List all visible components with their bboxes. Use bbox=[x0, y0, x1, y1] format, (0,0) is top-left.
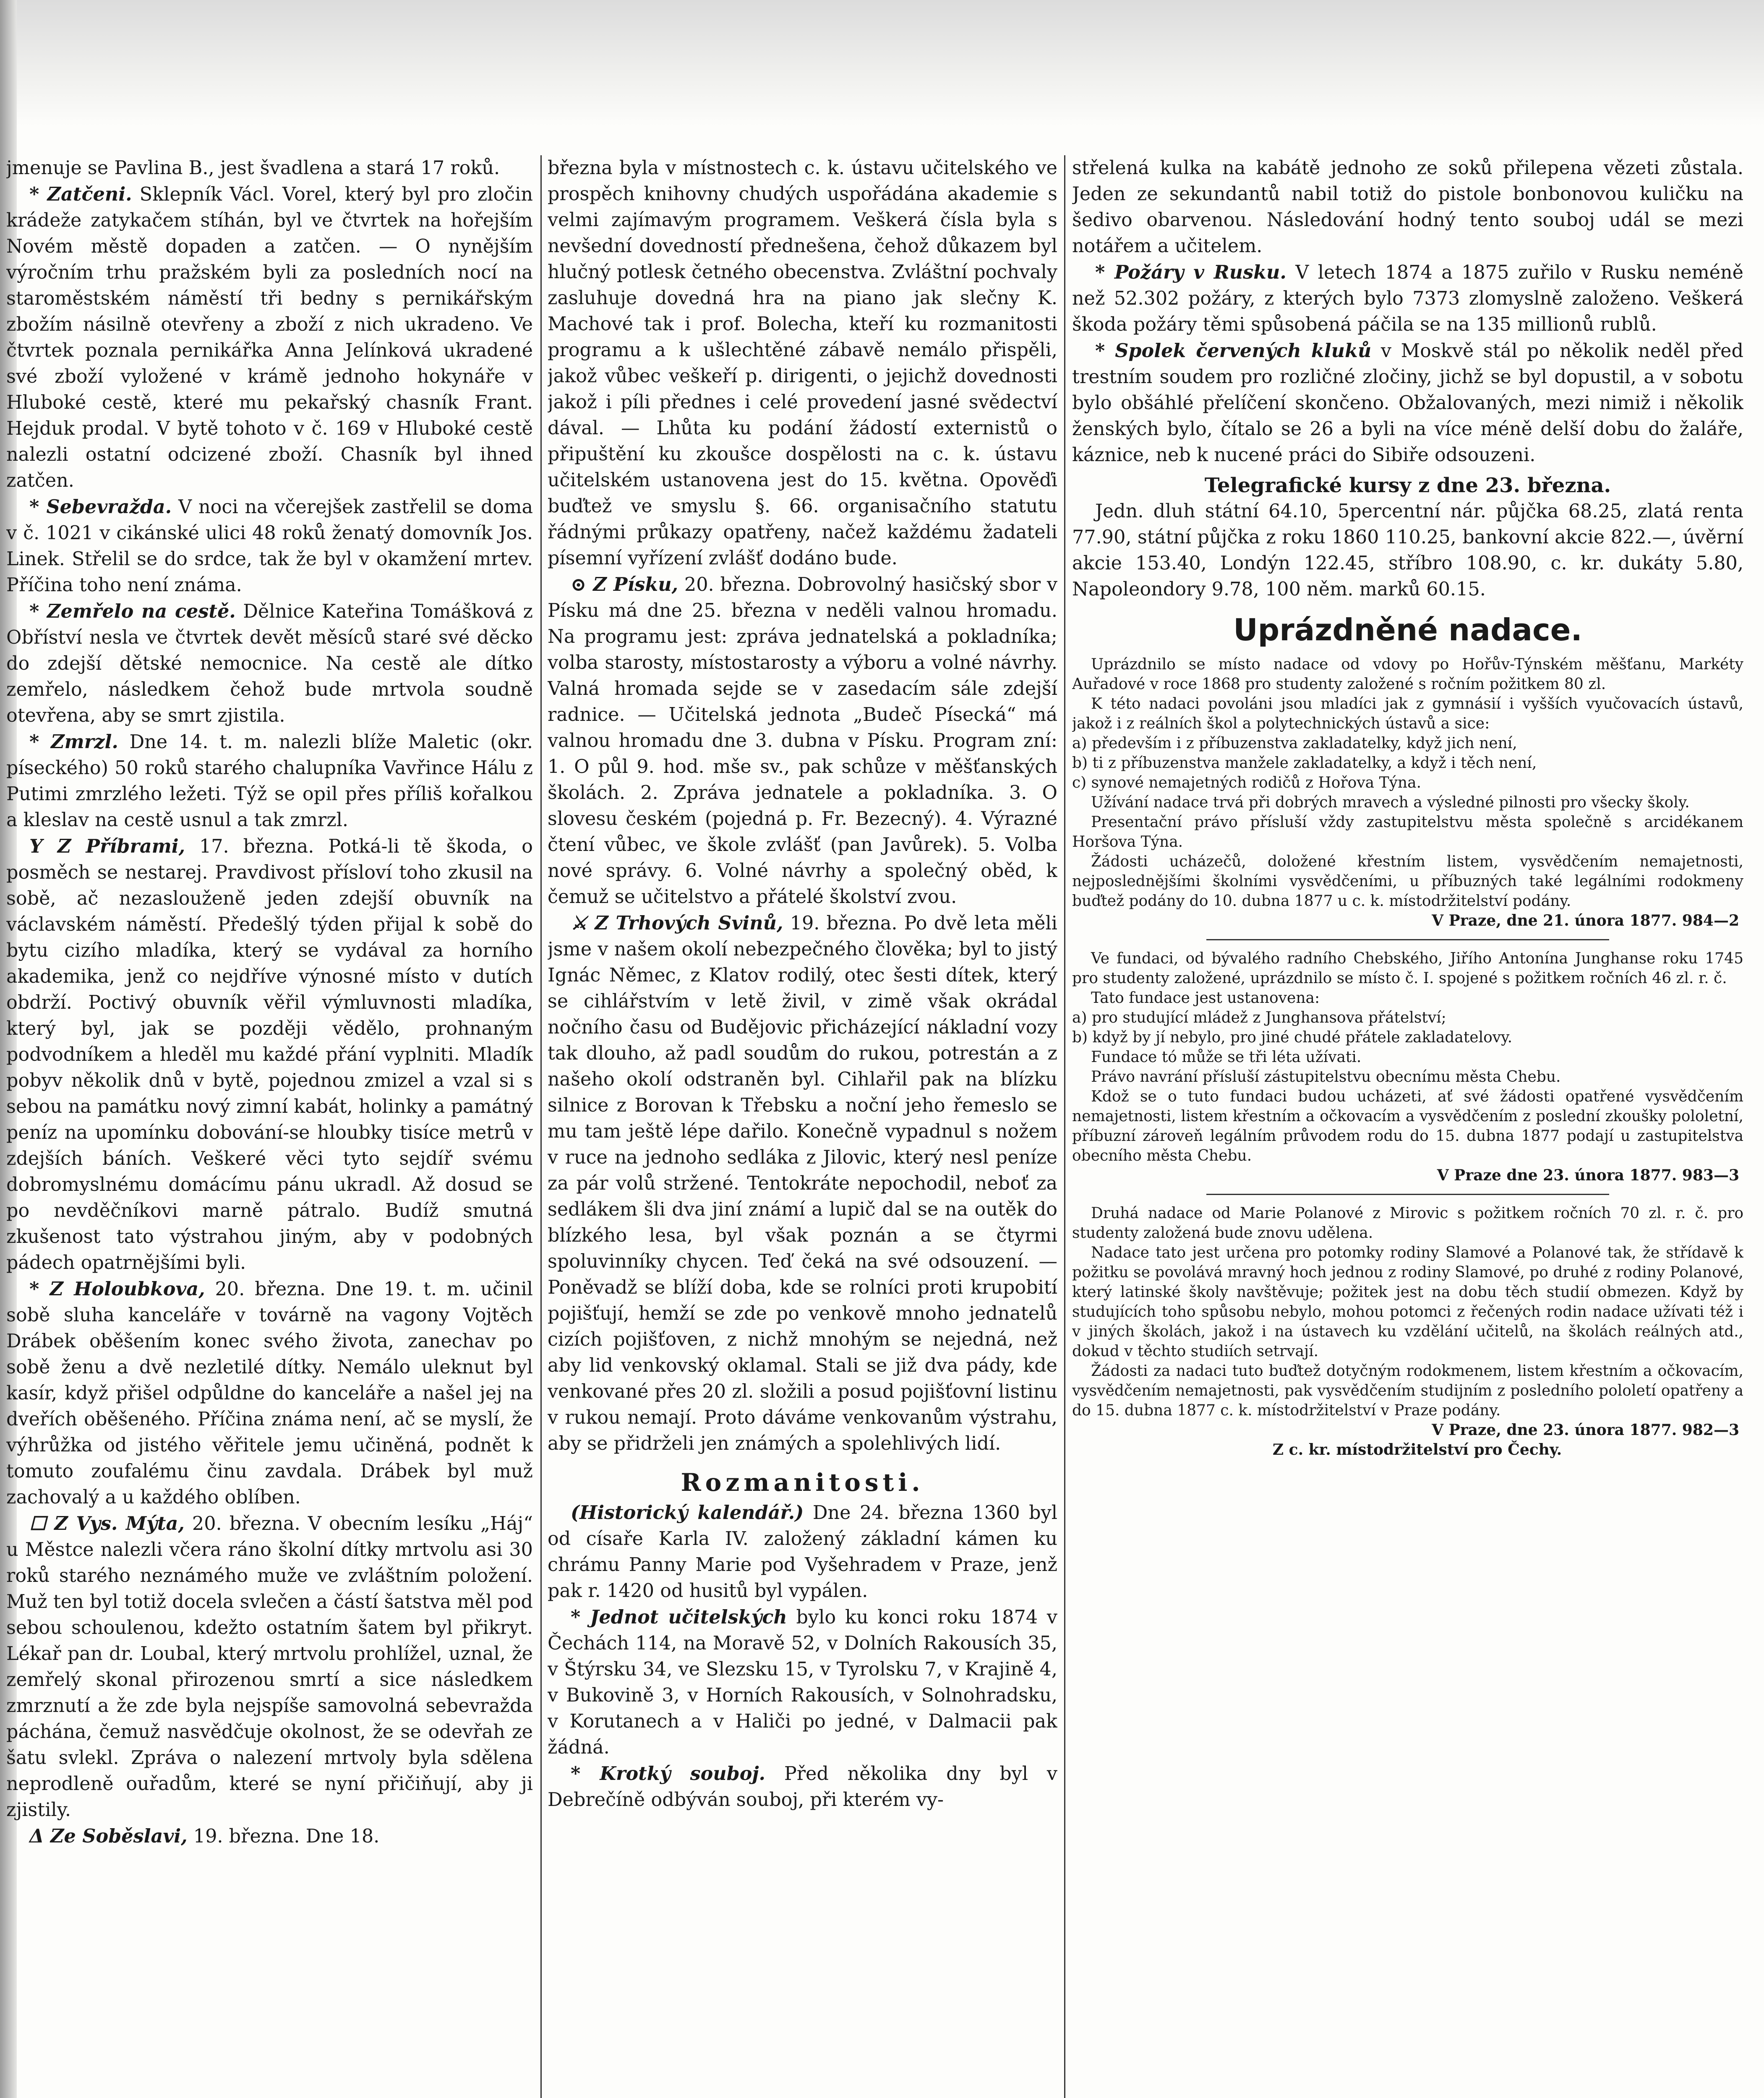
divider bbox=[1206, 1194, 1609, 1195]
paragraph: března byla v místnostech c. k. ústavu učitelského ve prospěch knihovny chudých uspořádána akademie s velmi zajímavým programem. Veškerá čísla byla s nevšední dovedností přednešena, čehož důkazem byl hlučný potlesk četného obecenstva. Zvláštní pochvaly zasluhuje dovedná hra na piano jak slečny K. Machové tak i prof. Bolecha, kteří ku rozmanitosti programu a k ušlechtěné zábavě nemálo přispěli, jakož vůbec veškeří p. dirigenti, o jejichž dovednosti jakož i píli přednes i celé provedení jasné svědectví dával. — Lhůta ku podání žádostí externistů o připuštění ku zkoušce dospělosti na c. k. ústavu učitelském ustanovena jest do 15. května. Opověďi buďtež ve smyslu §. 66. organisačního statutu řádnými průkazy opatřeny, načež každému žadateli písemní vyřízení zvlášť dodáno bude. bbox=[548, 157, 1057, 569]
signature-line: V Praze dne 23. února 1877. 983—3 bbox=[1437, 1166, 1739, 1184]
news-item bbox=[548, 910, 1057, 1457]
item-text: 20. března. Dobrovolný hasičský sbor v Písku má dne 25. března v neděli valnou hromadu. Na programu jest: zpráva jednatelská a pokladníka; volba starosty, místostarosty a výboru a volné návrhy. Valná hromada sejde se v zasedacím sále zdejší radnice. — Učitelská jednota „Budeč Písecká“ má valnou hromadu dne 3. dubna v Písku. Program zní: 1. O půl 9. hod. mše sv., pak schůze v měšťanských školách. 2. Zpráva jednatele a pokladníka. 3. O slovesu českém (pojedná p. Fr. Bezecný). 4. Výrazné čtení vůbec, ve škole zvlášť (pan Javůrek). 5. Volba nové správy. 6. Volné návrhy a společný oběd, k čemuž se učitelstvo a přátelé školství zvou. bbox=[548, 574, 1057, 908]
item-heading: ⊙ Z Písku, bbox=[571, 574, 678, 595]
paragraph: Druhá nadace od Marie Polanové z Mirovic s požitkem ročních 70 zl. r. č. pro studenty založená bude znovu udělena. bbox=[1072, 1205, 1743, 1242]
news-item bbox=[548, 1500, 1057, 1604]
paragraph: Ve fundaci, od bývalého radního Chebského, Jiřího Antonína Junghanse roku 1745 pro studenty založené, uprázdnilo se místo č. I. spojené s požitkem ročních 46 zl. r. č. bbox=[1072, 950, 1743, 987]
news-item bbox=[6, 1823, 533, 1850]
item-heading: * Krotký souboj. bbox=[571, 1763, 766, 1785]
signature-line: V Praze, dne 21. února 1877. 984—2 bbox=[1432, 912, 1739, 929]
list-item: b) ti z příbuzenstva manžele zakladatelky, a když i těch není, bbox=[1072, 754, 1537, 772]
paragraph: střelená kulka na kabátě jednoho ze soků přilepena vězeti zůstala. Jeden ze sekundantů nabil totiž do pistole bonbonovou kuličku na šedivo obarvenou. Následování hodný tento souboj udál se mezi notářem a učitelem. bbox=[1072, 157, 1743, 257]
news-item bbox=[6, 1511, 533, 1823]
foundations-heading: Uprázdněné nadace. bbox=[1233, 612, 1582, 647]
list-item: c) synové nemajetných rodičů z Hořova Týna. bbox=[1072, 774, 1422, 791]
paragraph: Kdož se o tuto fundaci budou ucházeti, ať své žádosti opatřené vysvědčením nemajetnosti, listem křestním a očkovacím a vysvědčením z poslední zkoušky pololetní, příbuzní zároveň legálním průvodem rodu do 15. dubna 1877 podají u zastupitelstva obecního města Chebu. bbox=[1072, 1088, 1743, 1164]
paragraph: Tato fundace jest ustanovena: bbox=[1091, 989, 1320, 1007]
item-text: Dne 24. března 1360 byl od císaře Karla IV. založený základní kámen ku chrámu Panny Marie pod Vyšehradem v Praze, jenž pak r. 1420 od husitů byl vypálen. bbox=[548, 1502, 1057, 1602]
item-heading: ⚔ Z Trhových Svinů, bbox=[571, 912, 783, 934]
news-item bbox=[1072, 338, 1743, 468]
item-heading: (Historický kalendář.) bbox=[571, 1502, 804, 1524]
paragraph: jmenuje se Pavlina B., jest švadlena a stará 17 roků. bbox=[6, 157, 500, 179]
news-item bbox=[6, 181, 533, 494]
item-heading: * Zemřelo na cestě. bbox=[29, 600, 236, 622]
news-item bbox=[6, 598, 533, 729]
foundation-notice-1 bbox=[1072, 655, 1743, 931]
item-heading: * Zatčeni. bbox=[29, 183, 132, 205]
item-text: Dne 14. t. m. nalezli blíže Maletic (okr. píseckého) 50 roků starého chalupníka Vavřince Hálu z Putimi zmrzlého ležeti. Týž se opil přes příliš kořalkou a kleslav na cestě usnul a tak zmrzl. bbox=[6, 731, 533, 831]
paragraph: Presentační právo přísluší vždy zastupitelstvu města společně s arcidékanem Horšova Týna. bbox=[1072, 814, 1743, 851]
item-text: 20. března. V obecním lesíku „Háj“ u Městce nalezli včera ráno školní dítky mrtvolu asi 30 roků starého neznámého muže ve zvláštním položení. Muž ten byl totiž docela svlečen a částí šatstva měl pod sebou schoulenou, kdežto ostatním šatem byl přikryt. Lékař pan dr. Loubal, který mrtvolu prohlížel, uznal, že zemřelý skonal přirozenou smrtí a sice následkem zmrznutí a že zde byla nejspíše samovolná sebevražda páchána, čemuž nasvědčuje okolnost, že se odevřah ze šatu svlekl. Zpráva o nalezení mrtvoly byla sdělena neprodleně ouřadům, které se nyní přičiňují, aby ji zjistily. bbox=[6, 1513, 533, 1821]
paragraph: Nadace tato jest určena pro potomky rodiny Slamové a Polanové tak, že střídavě k požitku se povolává mravný hoch jednou z rodiny Slamové, po druhé z rodiny Polanové, který latinské školy navštěvuje; požitek jest na dobu těch studií obmezen. Když by studujících toho spůsobu nebylo, mohou potomci z řečených rodin nadace užívati též i v jiných školách, jakož i na ústavech ku vzdělání učitelů, na školách reálných atd., dokud v těchto studiích setrvají. bbox=[1072, 1244, 1743, 1360]
news-item bbox=[6, 833, 533, 1276]
item-heading: * Požáry v Rusku. bbox=[1095, 261, 1286, 283]
item-heading: ☐ Z Vys. Mýta, bbox=[29, 1513, 185, 1534]
item-text: V noci na včerejšek zastřelil se doma v č. 1021 v cikánské ulici 48 roků ženatý domovník Jos. Linek. Střelil se do srdce, tak že byl v okamžení mrtev. Příčina toho není známa. bbox=[6, 496, 533, 596]
issuing-authority: Z c. kr. místodržitelství pro Čechy. bbox=[1272, 1441, 1562, 1459]
foundation-notice-2 bbox=[1072, 949, 1743, 1185]
item-heading: Δ Ze Soběslavi, bbox=[29, 1825, 188, 1847]
item-heading: Y Z Příbrami, bbox=[29, 835, 185, 857]
paragraph: Žádosti za nadaci tuto buďtež dotyčným rodokmenem, listem křestním a očkovacím, vysvědčením nemajetnosti, pak vysvědčením studijním z posledního pololetí opatřeny a do 15. dubna 1877 c. k. místodržitelství v Praze podány. bbox=[1072, 1362, 1743, 1419]
item-text: 20. března. Dne 19. t. m. učinil sobě sluha kanceláře v továrně na vagony Vojtěch Drábek oběšením konec svého života, zanechav po sobě ženu a dvě nezletilé dítky. Nemálo uleknut byl kasír, když přišel odpůldne do kanceláře a našel jej na dveřích oběšeného. Příčina známa není, ač se myslí, že výhrůžka od jistého věřitele jemu učiněná, podnět k tomuto zoufalému činu zavdala. Drábek byl muž zachovalý a u každého oblíben. bbox=[6, 1279, 533, 1508]
item-text: Před několika dny byl v Debrečíně odbýván souboj, při kterém vy- bbox=[548, 1763, 1057, 1811]
paragraph: Žádosti ucházečů, doložené křestním listem, vysvědčením nemajetnosti, nejposlednějšími školními vysvědčeními, u příbuzných také legálními rodokmeny buďtež podány do 10. dubna 1877 u c. k. místodržitelství podány. bbox=[1072, 853, 1743, 910]
section-heading: Rozmanitosti. bbox=[681, 1468, 924, 1497]
column-rule bbox=[1064, 155, 1065, 2098]
item-text: Sklepník Václ. Vorel, který byl pro zločin krádeže zatykačem stíhán, byl ve čtvrtek na hořejším Novém městě dopaden a zatčen. — O nynějším výročním trhu pražském byli za posledních nocí na staroměstském náměstí tři bedny s pernikářským zbožím násilně otevřeny a zboží z nich ukradeno. Ve čtvrtek poznala pernikářka Anna Jelínková ukradené své zboží vyložené v krámě jednoho hokynáře v Hluboké cestě, které mu pekařský chasník Frant. Hejduk prodal. V bytě tohoto v č. 169 v Hluboké cestě nalezli ostatní odcizené zboží. Chasník byl ihned zatčen. bbox=[6, 184, 533, 491]
item-heading: * Z Holoubkova, bbox=[29, 1278, 205, 1300]
paragraph: K této nadaci povoláni jsou mladíci jak z gymnásií i vyšších vyučovacích ústavů, jakož i z reálních škol a polytechnických ústavů a sice: bbox=[1072, 695, 1743, 732]
list-item: b) když by jí nebylo, pro jiné chudé přátele zakladatelovy. bbox=[1072, 1029, 1513, 1046]
item-text: V letech 1874 a 1875 zuřilo v Rusku neméně než 52.302 požáry, z kterých bylo 7373 zlomyslně založeno. Veškerá škoda požáry těmi spůsobená páčila se na 135 millionů rublů. bbox=[1072, 262, 1743, 335]
column-right bbox=[1072, 155, 1743, 2098]
item-heading: * Sebevražda. bbox=[29, 496, 172, 518]
item-text: bylo ku konci roku 1874 v Čechách 114, na Moravě 52, v Dolních Rakousích 35, v Štýrsku 34, ve Slezsku 15, v Tyrolsku 7, v Krajině 4, v Bukovině 3, v Horních Rakousích, v Solnohradsku, v Korutanech a v Haliči po jedné, v Dalmacii pak žádná. bbox=[548, 1607, 1057, 1758]
item-heading: * Spolek červených kluků bbox=[1095, 340, 1372, 362]
divider bbox=[1206, 939, 1609, 940]
news-item bbox=[548, 1604, 1057, 1761]
column-rule bbox=[540, 155, 542, 2098]
list-item: a) pro studující mládež z Junghansova přátelství; bbox=[1072, 1009, 1446, 1026]
item-text: Dělnice Kateřina Tomášková z Obříství nesla ve čtvrtek devět měsíců staré své děcko do zdejší dětské nemocnice. Na cestě ale dítko zemřelo, následkem čehož bude mrtvola soudně otevřena, aby se smrt zjistila. bbox=[6, 601, 533, 726]
exchange-rates-title: Telegrafické kursy z dne 23. března. bbox=[1204, 474, 1611, 497]
list-item: a) především i z příbuzenstva zakladatelky, když jich není, bbox=[1072, 735, 1517, 752]
news-item bbox=[6, 729, 533, 833]
news-item bbox=[548, 1761, 1057, 1813]
column-left bbox=[6, 155, 533, 2098]
news-item bbox=[6, 1276, 533, 1511]
paragraph: Právo navrání přísluší zástupitelstvu obecnímu města Chebu. bbox=[1091, 1068, 1561, 1086]
column-middle bbox=[548, 155, 1057, 2098]
exchange-rates-text: Jedn. dluh státní 64.10, 5percentní nár. půjčka 68.25, zlatá renta 77.90, státní půjčka z roku 1860 110.25, bankovní akcie 822.—, úvěrní akcie 153.40, Londýn 122.45, stříbro 108.90, c. kr. dukáty 5.80, Napoleondory 9.78, 100 něm. marků 60.15. bbox=[1072, 501, 1743, 600]
foundation-notice-3 bbox=[1072, 1203, 1743, 1460]
item-text: 17. března. Potká-li tě škoda, o posměch se nestarej. Pravdivost přísloví toho zkusil na sobě, ač nezaslouženě jeden zdejší obuvník na václavském náměstí. Předešlý týden přijal k sobě do bytu cizího mladíka, který se vydával za horního akademika, jenž co nejdříve výnosné místo v dutích obdrží. Poctivý obuvník věřil výmluvnosti mladíka, který byl, jak se později vědělo, prohnaným podvodníkem a hleděl mu každé přání vyplniti. Mladík pobyv několik dnů v bytě, pojednou zmizel a vzal si s sebou na památku nový zimní kabát, holinky a památný peníz na upomínku dobování-se hloubky tisíce metrů v zdejších báních. Veškeré věci tyto sejdíř svému dobromyslnému domácímu pánu ukradl. Až dosud se po nevděčníkovi marně pátralo. Budíž smutná zkušenost tato výstrahou jiným, aby v podobných pádech opatrnějšími byli. bbox=[6, 836, 533, 1273]
item-heading: * Jednot učitelských bbox=[571, 1606, 787, 1628]
paragraph: Užívání nadace trvá při dobrých mravech a výsledné pilnosti pro všecky školy. bbox=[1091, 794, 1690, 811]
item-text: 19. března. Po dvě leta měli jsme v našem okolí nebezpečného člověka; byl to jistý Ignác Němec, z Klatov rodilý, otec šesti dítek, který se cihlářstvím v letě živil, v zimě však okrádal nočního času od Budějovic přicházející nákladní vozy tak dlouho, až padl soudům do rukou, potrestán a z našeho okolí odstraněn byl. Cihlařil pak na blízku silnice z Borovan k Třebsku a noční jeho řemeslo se mu tam ještě lépe dařilo. Konečně vypadnul s nožem v ruce na jednoho sedláka z Jilovic, který nesl peníze za pár volů stržené. Tentokráte nepochodil, neboť za sedlákem šli dva jiní známí a lupič dal se na outěk do blízkého lesa, byl však poznán a se čtyrmi spoluvinníky chycen. Teď čeká na své odsouzení. — Poněvadž se blíží doba, kde se rolníci proti krupobití pojišťují, hemží se zde po venkově mnoho jednatelů cizích pojišťoven, z nichž mnohým se nejedná, než aby lid venkovský oklamal. Stali se již dva pády, kde venkované přes 20 zl. složili a posud pojišťovní listinu v rukou nemají. Proto dáváme venkovanům výstrahu, aby se přidrželi jen známých a spolehlivých lidí. bbox=[548, 913, 1057, 1454]
scan-top-shading bbox=[0, 0, 1764, 126]
paragraph: Uprázdnilo se místo nadace od vdovy po Hořův-Týnském měšťanu, Markéty Auřadové v roce 1868 pro studenty založené s ročním požitkem 80 zl. bbox=[1072, 656, 1743, 693]
news-item bbox=[548, 571, 1057, 910]
item-text: v Moskvě stál po několik neděl před trestním soudem pro rozličné zločiny, jichž se byl dopustil, a v sobotu bylo obšáhlé přelíčení skončeno. Obžalovaných, mezi nimiž i několik ženských bylo, čítalo se 26 a byli na více méně delší dobu do žaláře, káznice, neb k nucené práci do Sibiře odsouzeni. bbox=[1072, 340, 1743, 466]
news-item bbox=[6, 494, 533, 598]
item-heading: * Zmrzl. bbox=[29, 731, 118, 753]
news-item bbox=[1072, 259, 1743, 338]
paragraph: Fundace tó může se tři léta užívati. bbox=[1091, 1049, 1362, 1066]
signature-line: V Praze, dne 23. února 1877. 982—3 bbox=[1432, 1421, 1739, 1439]
item-text: 19. března. Dne 18. bbox=[193, 1826, 380, 1847]
